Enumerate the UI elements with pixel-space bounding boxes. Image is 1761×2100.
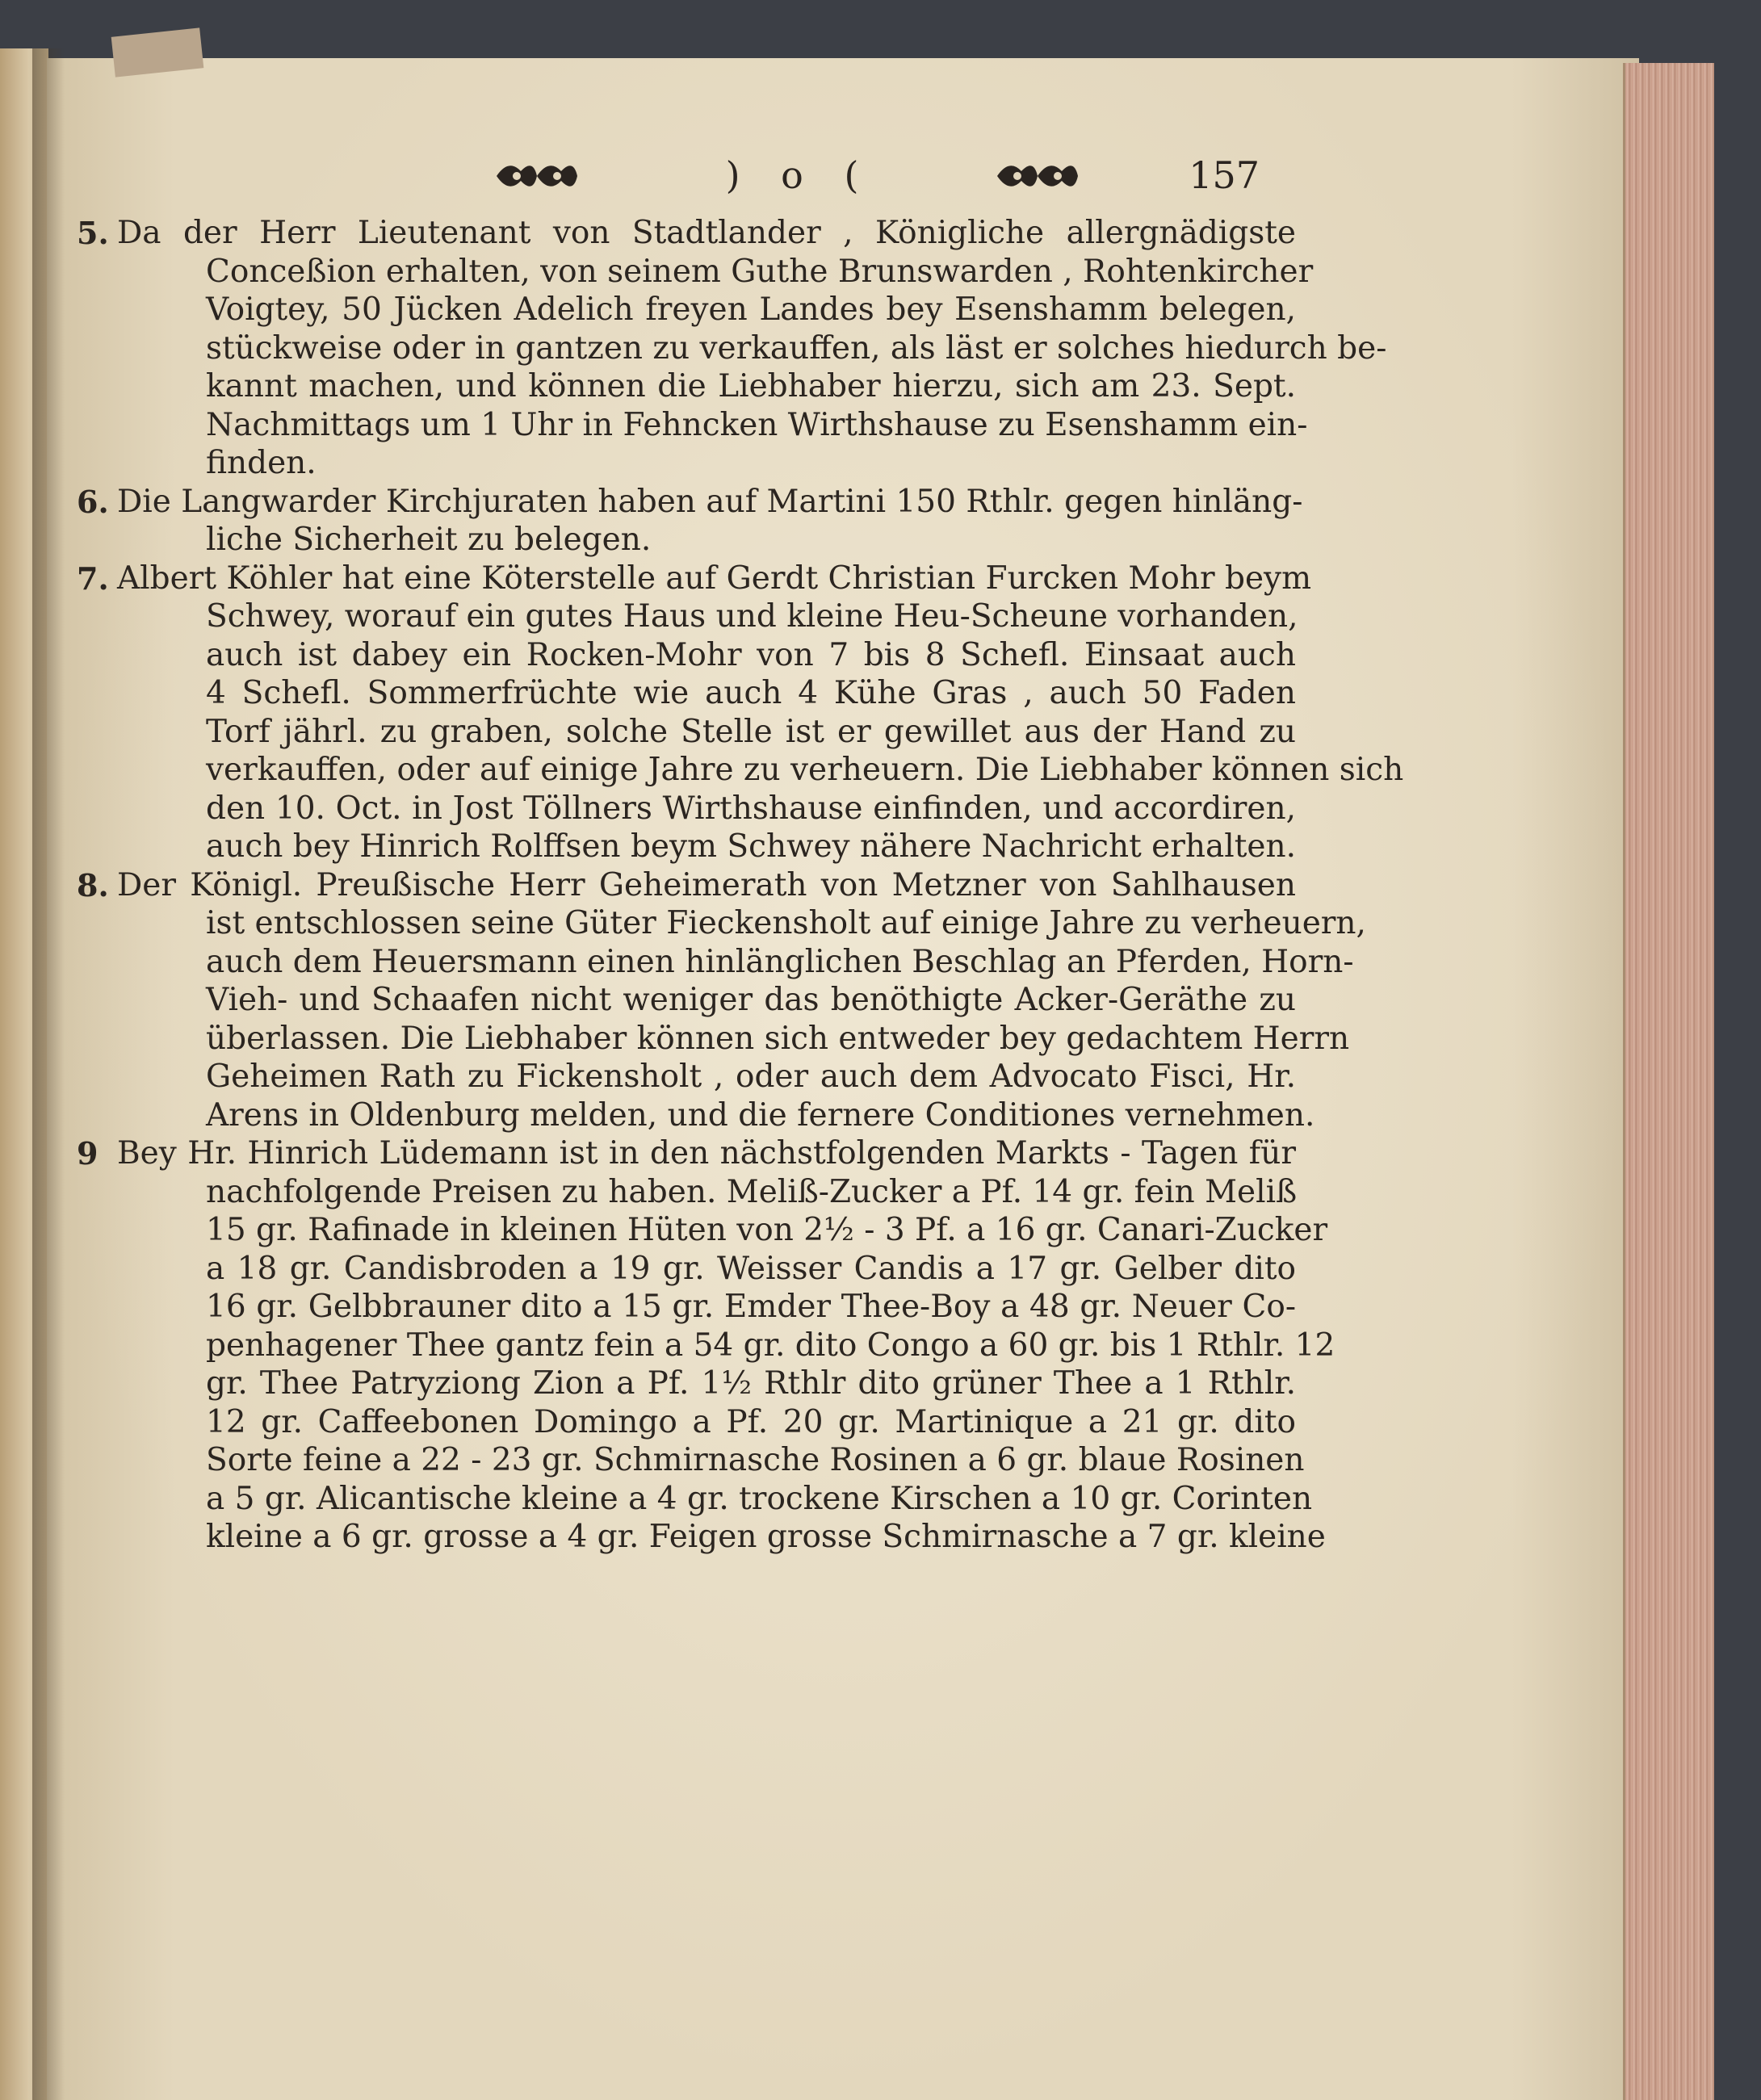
text-line: nachfolgende Preisen zu haben. Meliß-Zucker a Pf. 14 gr. fein Meliß bbox=[206, 1173, 1298, 1210]
text-line: Arens in Oldenburg melden, und die fernere Conditiones vernehmen. bbox=[206, 1096, 1315, 1134]
text-line: Geheimen Rath zu Fickensholt , oder auch dem Advocato Fisci, Hr. bbox=[206, 1058, 1296, 1095]
text-line: auch bey Hinrich Rolffsen beym Schwey nähere Nachricht erhalten. bbox=[206, 828, 1296, 865]
text-line: Schwey, worauf ein gutes Haus und kleine Heu-Scheune vorhanden, bbox=[206, 598, 1298, 635]
text-line: penhagener Thee gantz fein a 54 gr. dito Congo a 60 gr. bis 1 Rthlr. 12 bbox=[206, 1327, 1335, 1364]
text-line: stückweise oder in gantzen zu verkauffen, als läst er solches hiedurch be- bbox=[206, 329, 1387, 367]
text-line: ist entschlossen seine Güter Fieckensholt auf einige Jahre zu verheuern, bbox=[206, 905, 1366, 941]
text-line: Conceßion erhalten, von seinem Guthe Brunswarden , Rohtenkircher bbox=[206, 253, 1314, 290]
ornament-left-icon bbox=[493, 153, 581, 199]
entry-5 bbox=[77, 214, 1387, 483]
page-number: 157 bbox=[1189, 153, 1260, 197]
text-line: 16 gr. Gelbbrauner dito a 15 gr. Emder Thee-Boy a 48 gr. Neuer Co- bbox=[206, 1289, 1296, 1325]
entry-number: 7. bbox=[77, 560, 109, 597]
text-line: Bey Hr. Hinrich Lüdemann ist in den nächstfolgenden Markts - Tagen für bbox=[117, 1135, 1296, 1172]
text-line: Der Königl. Preußische Herr Geheimerath von Metzner von Sahlhausen bbox=[117, 866, 1296, 903]
running-header bbox=[493, 153, 1260, 202]
text-line: Albert Köhler hat eine Köterstelle auf Gerdt Christian Furcken Mohr beym bbox=[117, 560, 1312, 597]
page-body bbox=[77, 214, 1404, 1557]
entry-6 bbox=[77, 483, 1303, 560]
text-line: finden. bbox=[206, 445, 317, 481]
text-line: a 5 gr. Alicantische kleine a 4 gr. trockene Kirschen a 10 gr. Corinten bbox=[206, 1480, 1313, 1517]
show-through-text bbox=[149, 1655, 1199, 1704]
entry-number: 8. bbox=[77, 866, 109, 903]
text-line: Die Langwarder Kirchjuraten haben auf Martini 150 Rthlr. gegen hinläng- bbox=[117, 483, 1303, 520]
entry-9 bbox=[77, 1134, 1335, 1557]
text-line: kleine a 6 gr. grosse a 4 gr. Feigen grosse Schmirnasche a 7 gr. kleine bbox=[206, 1519, 1326, 1555]
text-line: Da der Herr Lieutenant von Stadtlander , Königliche allergnädigste bbox=[117, 215, 1296, 251]
text-line: 12 gr. Caffeebonen Domingo a Pf. 20 gr. Martinique a 21 gr. dito bbox=[206, 1403, 1296, 1440]
entry-8 bbox=[77, 866, 1366, 1135]
text-line: Sorte feine a 22 - 23 gr. Schmirnasche Rosinen a 6 gr. blaue Rosinen bbox=[206, 1442, 1305, 1478]
text-line: Nachmittags um 1 Uhr in Fehncken Wirthshause zu Esenshamm ein- bbox=[206, 406, 1308, 443]
text-line: verkauffen, oder auf einige Jahre zu verheuern. Die Liebhaber können sich bbox=[206, 752, 1404, 788]
entry-number: 6. bbox=[77, 483, 109, 520]
text-line: Vieh- und Schaafen nicht weniger das benöthigte Acker-Geräthe zu bbox=[206, 982, 1296, 1018]
text-line: überlassen. Die Liebhaber können sich entweder bey gedachtem Herrn bbox=[206, 1020, 1350, 1057]
text-line: Voigtey, 50 Jücken Adelich freyen Landes bey Esenshamm belegen, bbox=[206, 291, 1296, 328]
page-fore-edge bbox=[1623, 63, 1714, 2100]
text-line: 15 gr. Rafinade in kleinen Hüten von 2½ - 3 Pf. a 16 gr. Canari-Zucker bbox=[206, 1212, 1328, 1248]
entry-number: 9 bbox=[77, 1135, 99, 1172]
text-line: kannt machen, und können die Liebhaber hierzu, sich am 23. Sept. bbox=[206, 368, 1296, 404]
text-line: den 10. Oct. in Jost Töllners Wirthshause einfinden, und accordiren, bbox=[206, 790, 1296, 827]
text-line: auch dem Heuersmann einen hinlänglichen Beschlag an Pferden, Horn- bbox=[206, 943, 1354, 980]
text-line: a 18 gr. Candisbroden a 19 gr. Weisser Candis a 17 gr. Gelber dito bbox=[206, 1250, 1296, 1287]
spine-shadow bbox=[32, 48, 65, 2100]
text-line: Torf jährl. zu graben, solche Stelle ist er gewillet aus der Hand zu bbox=[206, 713, 1296, 750]
text-line: auch ist dabey ein Rocken-Mohr von 7 bis 8 Schefl. Einsaat auch bbox=[206, 636, 1296, 673]
text-line: gr. Thee Patryziong Zion a Pf. 1½ Rthlr dito grüner Thee a 1 Rthlr. bbox=[206, 1365, 1296, 1402]
entry-7 bbox=[77, 560, 1404, 866]
text-line: 4 Schefl. Sommerfrüchte wie auch 4 Kühe Gras , auch 50 Faden bbox=[206, 675, 1296, 711]
header-text: ) o ( bbox=[725, 153, 874, 197]
ornament-right-icon bbox=[993, 153, 1082, 199]
text-line: liche Sicherheit zu belegen. bbox=[206, 522, 652, 558]
entry-number: 5. bbox=[77, 215, 109, 251]
